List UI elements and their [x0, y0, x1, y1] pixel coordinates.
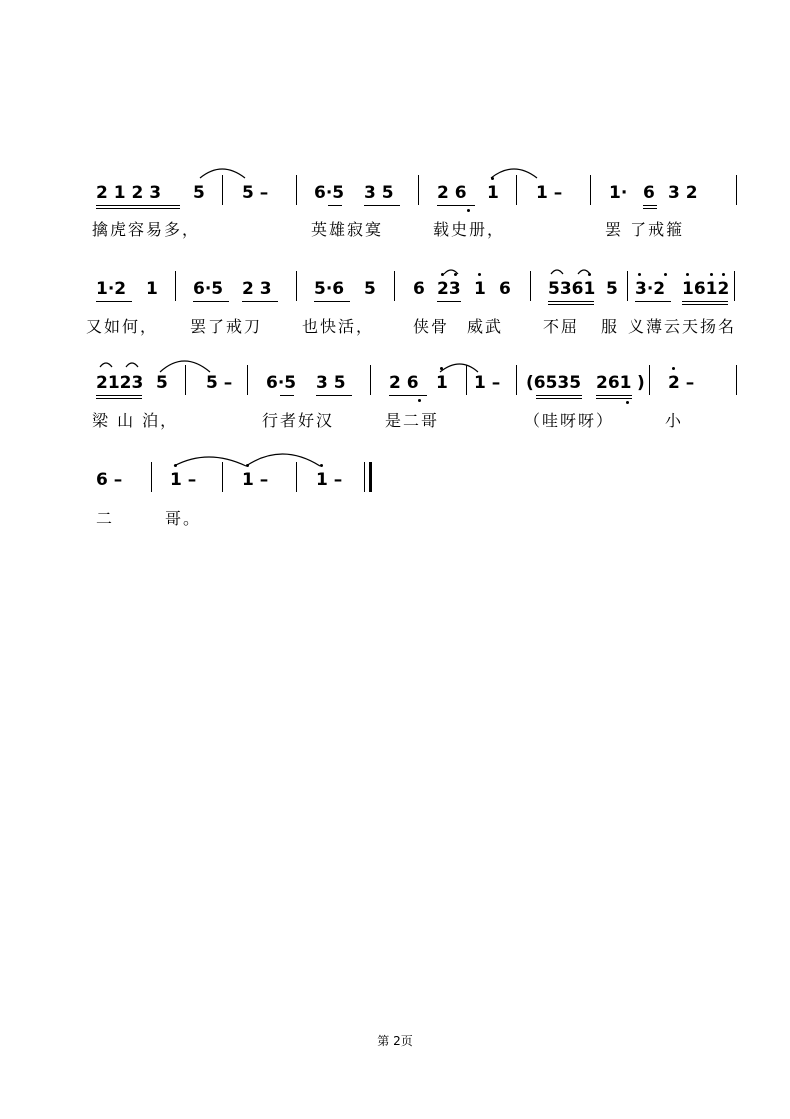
barline [151, 462, 152, 492]
note-group: 261 [596, 373, 632, 393]
note-group: 5·6 [314, 279, 345, 299]
barline [530, 271, 531, 301]
barline [222, 462, 223, 492]
lyric: 又如何， [86, 317, 159, 336]
note: 1 [474, 279, 486, 299]
lyric: 服 [601, 317, 620, 336]
lyric: 也快活， [302, 317, 375, 336]
barline [516, 365, 517, 395]
note-group: 3 5 [364, 183, 394, 203]
note: 5 – [242, 183, 269, 203]
lyrics-line-4 [0, 509, 790, 535]
lyric: 行者好汉 [262, 411, 335, 430]
lyric: 英雄寂寞 [311, 220, 384, 239]
tie-line4-b [246, 454, 320, 466]
lyric: 是二哥 [385, 411, 440, 430]
barline [296, 271, 297, 301]
barline [418, 175, 419, 205]
note: 1 – [316, 470, 343, 490]
lyric: 威武 [467, 317, 504, 336]
barline [466, 365, 467, 395]
tie-line2-b [551, 270, 563, 274]
lyric: 罢 了戒箍 [605, 220, 685, 239]
page-number: 第 2页 [377, 1034, 413, 1048]
notes-line-4 [0, 470, 790, 500]
note-group: 2 3 [242, 279, 272, 299]
note: 1 [146, 279, 158, 299]
lyrics-line-1 [0, 220, 790, 246]
barline [175, 271, 176, 301]
lyric: （哇呀呀） [524, 411, 615, 430]
note-group: 2 6 [437, 183, 467, 203]
lyric: 小 [665, 411, 684, 430]
tie-line3-d [440, 364, 478, 372]
notes-line-3 [0, 373, 790, 403]
note-group: 3 2 [668, 183, 698, 203]
barline [394, 271, 395, 301]
note-group: 2123 [96, 373, 144, 393]
note: 5 [156, 373, 168, 393]
note-group: 6·5 [193, 279, 224, 299]
barline [185, 365, 186, 395]
lyric: 擒虎容易多， [92, 220, 201, 239]
barline [627, 271, 628, 301]
note: 6 – [96, 470, 123, 490]
note: 1 – [474, 373, 501, 393]
barline [296, 175, 297, 205]
lyric: 载史册， [433, 220, 506, 239]
barline [736, 365, 737, 395]
note: 5 – [206, 373, 233, 393]
note-group: 5361 [548, 279, 596, 299]
lyric: 义薄云天扬名 [628, 317, 737, 336]
note-group: 2 1 2 3 [96, 183, 162, 203]
note: 6 [499, 279, 511, 299]
note: 6 [413, 279, 425, 299]
final-barline-thin [364, 462, 365, 492]
barline [222, 175, 223, 205]
note-group: 1612 [682, 279, 730, 299]
lyric: 二 [96, 509, 115, 528]
lyric: 侠骨 [413, 317, 450, 336]
note: 6 [643, 183, 655, 203]
note-group: 3·2 [635, 279, 666, 299]
note-group: 6·5 [266, 373, 297, 393]
barline [370, 365, 371, 395]
lyric: 罢了戒刀 [190, 317, 263, 336]
note: 1 [436, 373, 448, 393]
barline [247, 365, 248, 395]
tie-line4-a [174, 457, 246, 466]
note: 1 – [242, 470, 269, 490]
lyrics-line-3 [0, 411, 790, 437]
barline [296, 462, 297, 492]
note: 5 [364, 279, 376, 299]
note: ) [637, 373, 645, 393]
tie-line3-a [100, 363, 112, 367]
final-barline-thick [369, 462, 372, 492]
lyrics-line-2 [0, 317, 790, 343]
tie-line1-b [491, 169, 537, 178]
note: 5 [606, 279, 618, 299]
barline [649, 365, 650, 395]
barline [734, 271, 735, 301]
note-group: 23 [437, 279, 461, 299]
note-group: 2 6 [389, 373, 419, 393]
note: 2 – [668, 373, 695, 393]
barline [736, 175, 737, 205]
barline [516, 175, 517, 205]
note: 5 [193, 183, 205, 203]
note: 1 – [170, 470, 197, 490]
note-group: 6·5 [314, 183, 345, 203]
note: 1 [487, 183, 499, 203]
note-group: (6535 [526, 373, 582, 393]
barline [590, 175, 591, 205]
note: 1 – [536, 183, 563, 203]
lyric: 不屈 [543, 317, 580, 336]
tie-line3-b [126, 363, 138, 367]
notes-line-2 [0, 279, 790, 309]
note-group: 1·2 [96, 279, 127, 299]
note: 1· [609, 183, 628, 203]
note-group: 3 5 [316, 373, 346, 393]
lyric: 梁 山 泊， [92, 411, 179, 430]
lyric: 哥。 [165, 509, 202, 528]
notes-line-1 [0, 183, 790, 213]
